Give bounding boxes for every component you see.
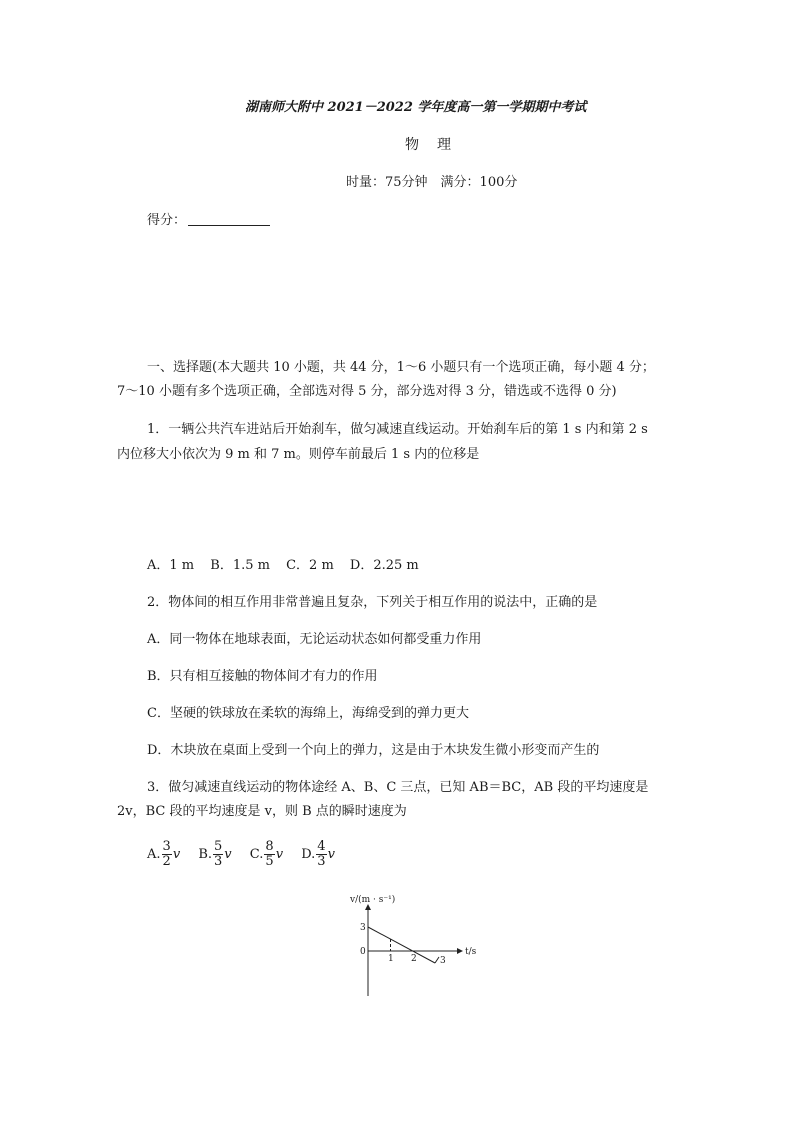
- q2-option-b: B．只有相互接触的物体间才有力的作用: [147, 669, 378, 684]
- q3-option-b: [198, 840, 231, 869]
- v-axis-label: v/(m · s⁻¹): [350, 895, 396, 905]
- q2-option-c: C．坚硬的铁球放在柔软的海绵上，海绵受到的弹力更大: [147, 706, 469, 721]
- v-tick-label: 3: [360, 923, 366, 933]
- q1-stem-line2: 内位移大小依次为 9 m 和 7 m。则停车前最后 1 s 内的位移是: [117, 447, 480, 462]
- score-field: [147, 213, 270, 229]
- q2-option-a: A．同一物体在地球表面，无论运动状态如何都受重力作用: [147, 632, 482, 647]
- numerator: 8: [265, 839, 274, 854]
- velocity-line: [368, 927, 435, 963]
- score-blank-line: [188, 213, 270, 226]
- q3-stem-line1: 3．做匀减速直线运动的物体途经 A、B、C 三点，已知 AB＝BC，AB 段的平均速度是: [147, 780, 649, 795]
- q3-option-a: [147, 840, 180, 869]
- numerator: 5: [214, 839, 223, 854]
- denominator: 2: [162, 854, 171, 869]
- q1-options: [147, 558, 431, 574]
- time-info: 时量：75分钟 满分：100分: [346, 175, 518, 190]
- denominator: 3: [317, 854, 326, 869]
- t-axis-label: t/s: [465, 947, 477, 957]
- fraction: [162, 840, 172, 869]
- section-header-line2: 7～10 小题有多个选项正确，全部选对得 5 分，部分选对得 3 分，错选或不选得 0 分): [117, 384, 617, 399]
- fraction: [213, 840, 223, 869]
- section-header-line1: 一、选择题(本大题共 10 小题，共 44 分，1～6 小题只有一个选项正确，每小题 4 分；: [147, 360, 655, 375]
- t-tick-label: 1: [388, 954, 394, 964]
- q3-option-letter: A.: [147, 847, 161, 862]
- fraction: [264, 840, 274, 869]
- variable: v: [224, 847, 232, 862]
- q3-stem-line2: 2v，BC 段的平均速度是 v，则 B 点的瞬时速度为: [117, 804, 407, 819]
- q3-option-letter: B.: [198, 847, 212, 862]
- subject-title: 物 理: [405, 137, 453, 153]
- v-tick-label: 0: [360, 947, 366, 957]
- fraction: [316, 840, 326, 869]
- numerator: 3: [162, 839, 171, 854]
- exam-title: 湖南师大附中 2021－2022 学年度高一第一学期期中考试: [245, 100, 587, 115]
- q2-option-d: D．木块放在桌面上受到一个向上的弹力，这是由于木块发生微小形变而产生的: [147, 743, 600, 758]
- q1-option-c: C．2 m: [286, 558, 334, 573]
- q1-option-b: B．1.5 m: [210, 558, 270, 573]
- variable: v: [327, 847, 335, 862]
- q2-stem: 2．物体间的相互作用非常普遍且复杂，下列关于相互作用的说法中，正确的是: [147, 595, 598, 610]
- q3-option-d: [301, 840, 335, 869]
- t-tick-label: 2: [411, 954, 417, 964]
- q1-stem-line1: 1．一辆公共汽车进站后开始刹车，做匀减速直线运动。开始刹车后的第 1 s 内和第 2 s: [147, 422, 648, 437]
- vt-graph-figure: [340, 890, 480, 1000]
- q3-option-c: [250, 840, 283, 869]
- t-tick-label: 3: [440, 956, 446, 966]
- q3-options: [147, 840, 349, 869]
- denominator: 3: [214, 854, 223, 869]
- numerator: 4: [317, 839, 326, 854]
- variable: v: [275, 847, 284, 862]
- velocity-line-end: [435, 957, 439, 963]
- q3-option-letter: C.: [249, 847, 264, 862]
- variable: v: [172, 847, 181, 862]
- q1-option-a: A．1 m: [147, 558, 195, 573]
- score-label: 得分：: [147, 213, 187, 228]
- denominator: 5: [265, 854, 274, 869]
- q3-option-letter: D.: [301, 847, 316, 862]
- q1-option-d: D．2.25 m: [349, 558, 419, 573]
